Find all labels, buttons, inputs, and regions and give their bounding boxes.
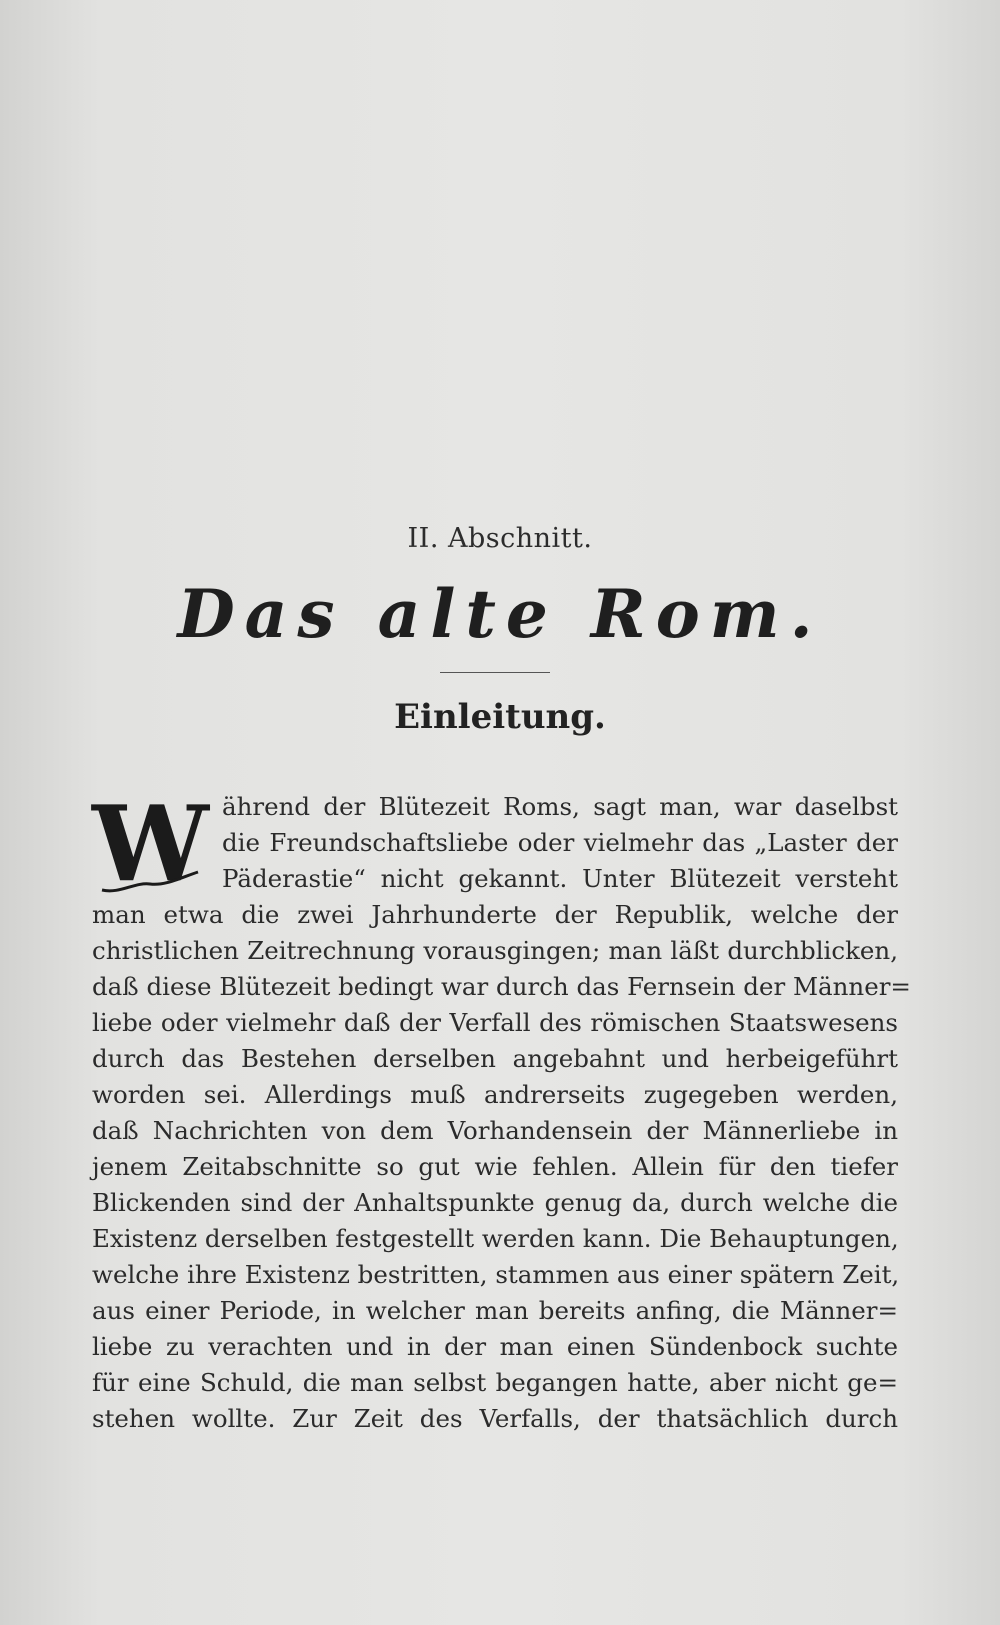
text-line: welche ihre Existenz bestritten, stammen aus einer spätern Zeit, bbox=[92, 1260, 900, 1289]
text-line: liebe zu verachten und in der man einen Sündenbock suchte bbox=[92, 1332, 898, 1361]
text-line: die Freundschaftsliebe oder vielmehr das „Laster der bbox=[222, 828, 898, 857]
text-line: ährend der Blütezeit Roms, sagt man, war daselbst bbox=[222, 792, 898, 821]
drop-cap-flourish-icon bbox=[100, 868, 200, 894]
text-line: jenem Zeitabschnitte so gut wie fehlen. Allein für den tiefer bbox=[92, 1152, 898, 1181]
text-line: für eine Schuld, die man selbst begangen hatte, aber nicht ge= bbox=[92, 1368, 898, 1397]
text-line: liebe oder vielmehr daß der Verfall des römischen Staatswesens bbox=[92, 1008, 898, 1037]
text-line: durch das Bestehen derselben angebahnt und herbeigeführt bbox=[92, 1044, 898, 1073]
title-divider bbox=[440, 672, 550, 673]
text-line: stehen wollte. Zur Zeit des Verfalls, der thatsächlich durch bbox=[92, 1404, 898, 1433]
text-line: Existenz derselben festgestellt werden kann. Die Behauptungen, bbox=[92, 1224, 899, 1253]
text-line: Blickenden sind der Anhaltspunkte genug da, durch welche die bbox=[92, 1188, 898, 1217]
text-line: aus einer Periode, in welcher man bereits anfing, die Männer= bbox=[92, 1296, 898, 1325]
text-line: Päderastie“ nicht gekannt. Unter Blütezeit versteht bbox=[222, 864, 898, 893]
text-line: worden sei. Allerdings muß andrerseits zugegeben werden, bbox=[92, 1080, 898, 1109]
chapter-title: Das alte Rom. bbox=[177, 575, 823, 653]
text-line: daß diese Blütezeit bedingt war durch das Fernsein der Männer= bbox=[92, 972, 911, 1001]
text-line: man etwa die zwei Jahrhunderte der Republik, welche der bbox=[92, 900, 898, 929]
drop-cap-initial: W bbox=[92, 782, 209, 905]
section-subtitle: Einleitung. bbox=[394, 697, 606, 737]
text-line: christlichen Zeitrechnung vorausgingen; man läßt durchblicken, bbox=[92, 936, 898, 965]
text-line: daß Nachrichten von dem Vorhandensein der Männerliebe in bbox=[92, 1116, 898, 1145]
section-label: II. Abschnitt. bbox=[407, 523, 593, 554]
